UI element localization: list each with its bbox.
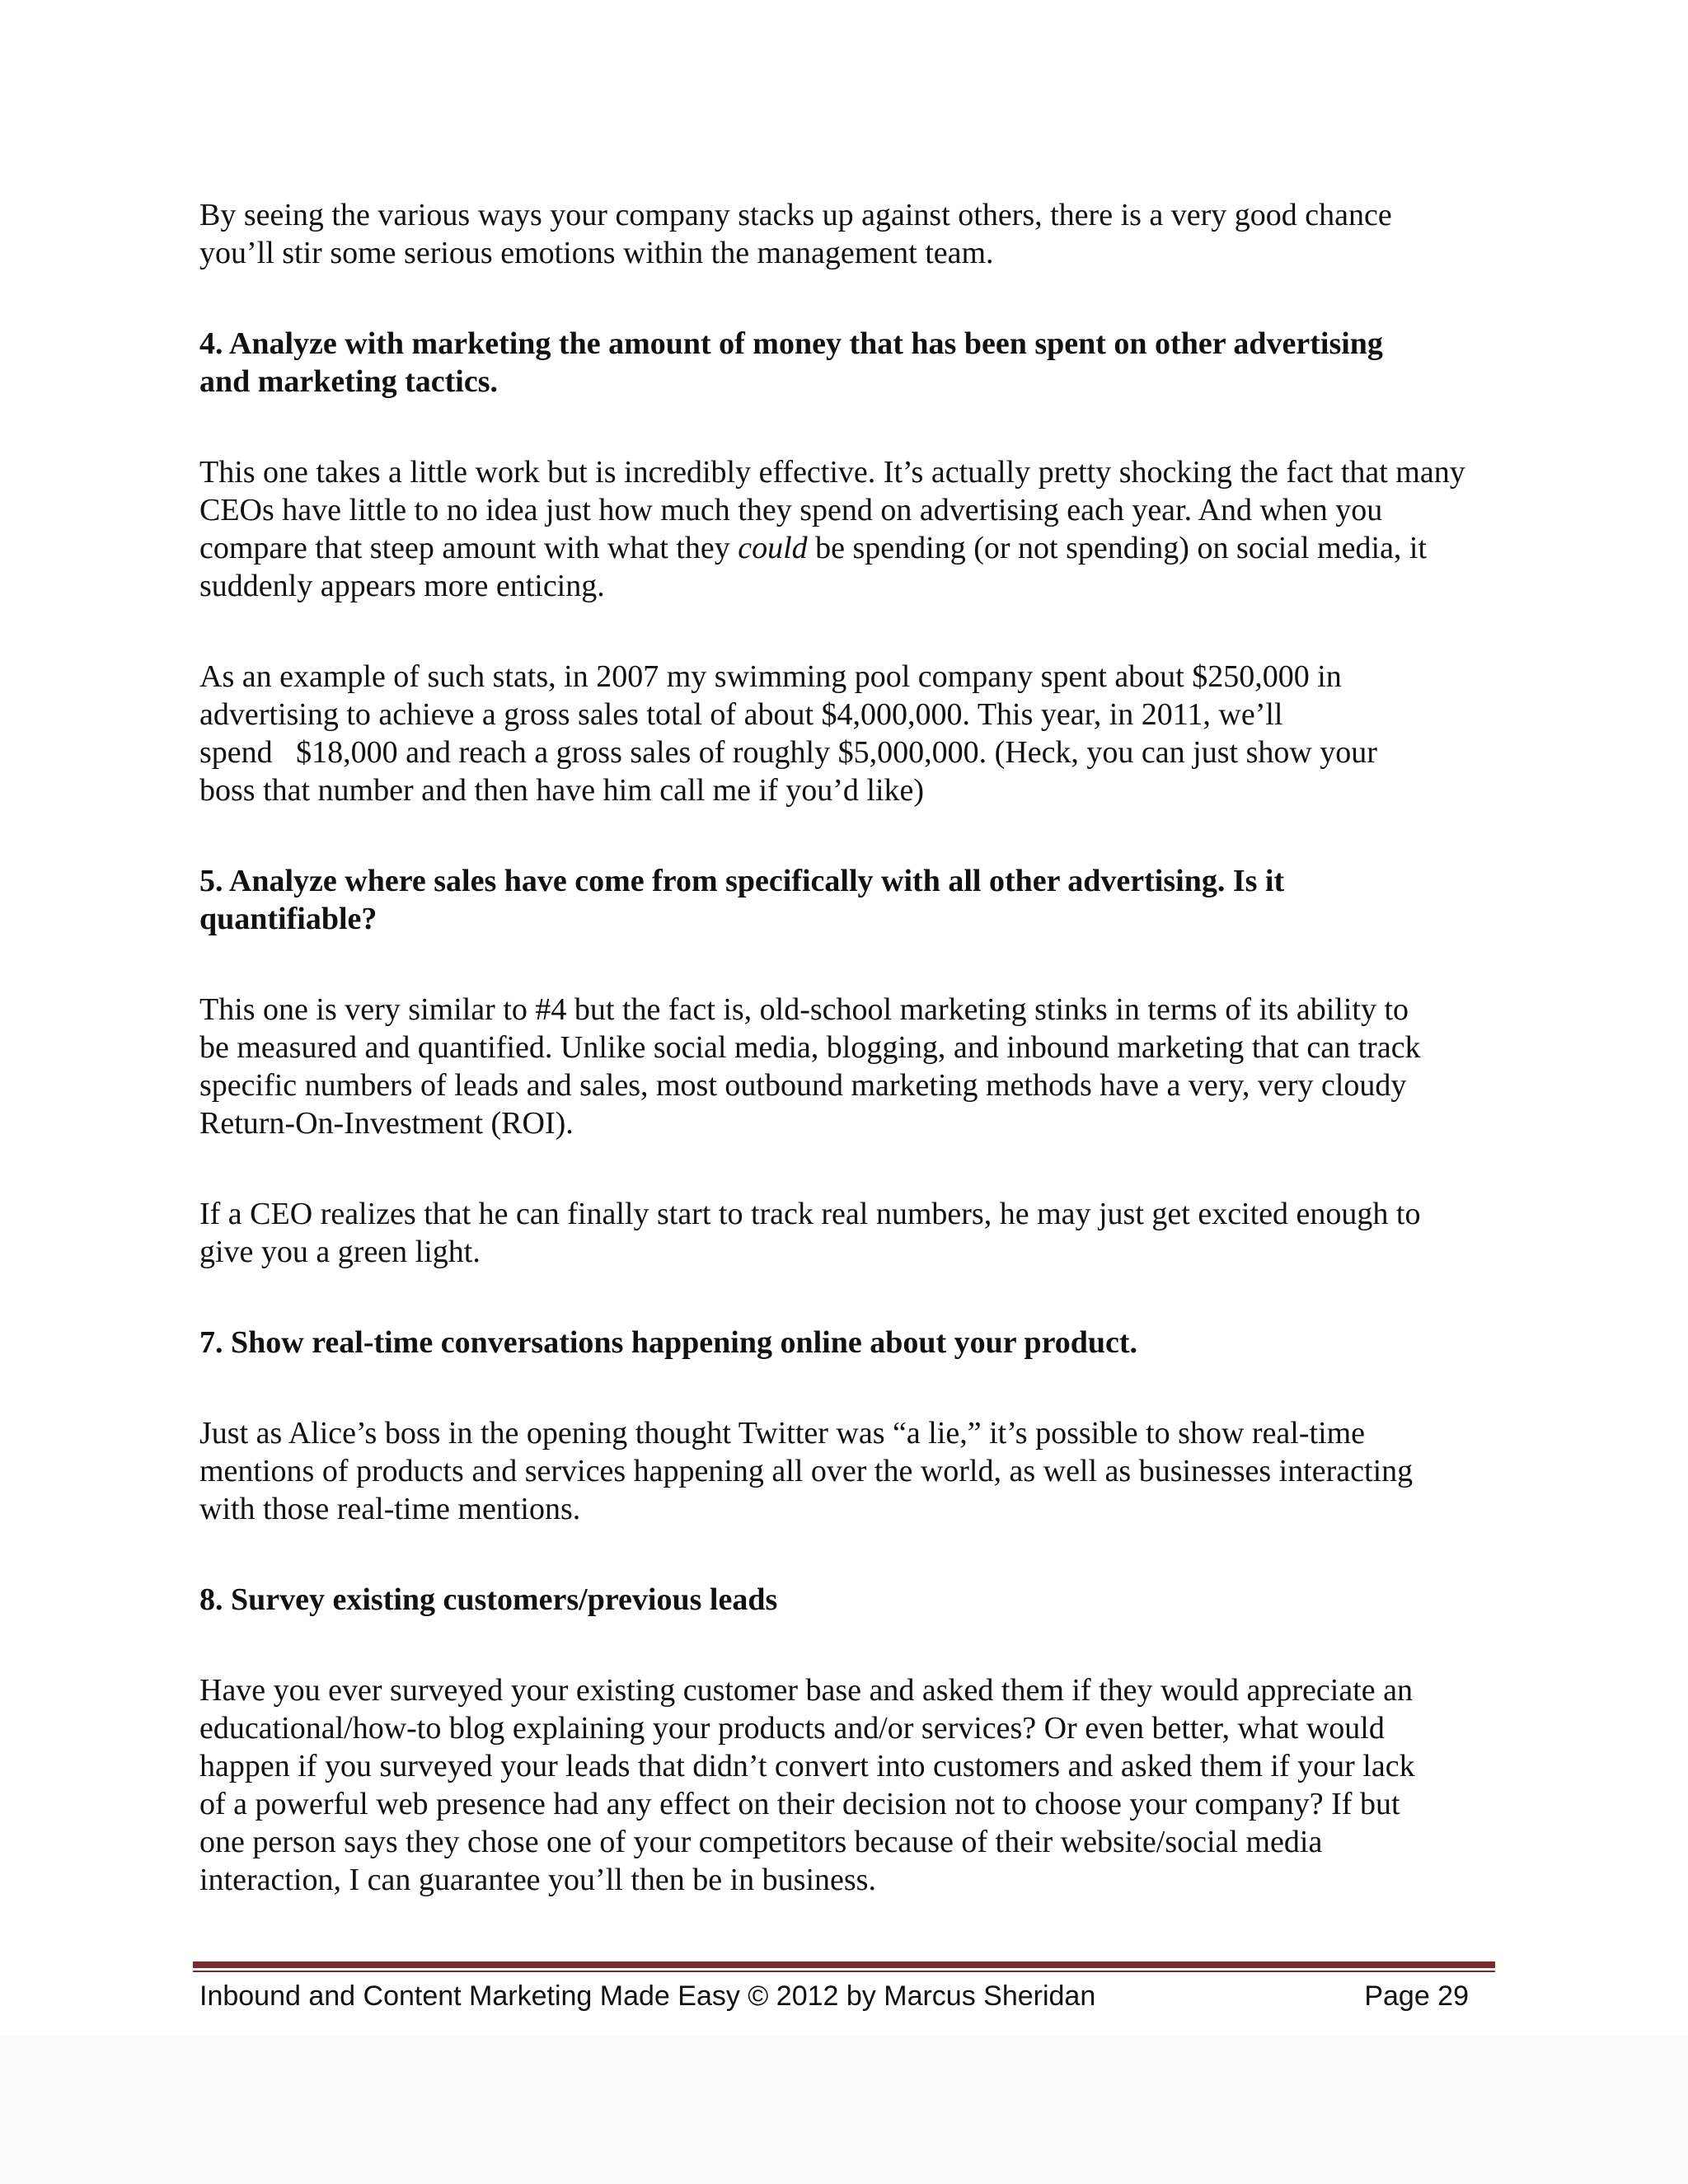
text-line: Just as Alice’s boss in the opening thought Twitter was “a lie,” it’s possible to show real-time [199,1416,1366,1451]
text-line: By seeing the various ways your company stacks up against others, there is a very good chance [199,198,1392,232]
text-line: and marketing tactics. [199,364,499,399]
text-line: interaction, I can guarantee you’ll then be in business. [199,1863,876,1897]
text-line: Have you ever surveyed your existing customer base and asked them if they would appreciate an [199,1673,1413,1708]
text-line: specific numbers of leads and sales, most outbound marketing methods have a very, very cloudy [199,1068,1407,1103]
text-line: give you a green light. [199,1235,481,1269]
text-line: 7. Show real-time conversations happening online about your product. [199,1325,1138,1360]
text-line: happen if you surveyed your leads that didn’t convert into customers and asked them if your lack [199,1749,1415,1783]
text-line: If a CEO realizes that he can finally start to track real numbers, he may just get excited enough to [199,1197,1421,1231]
text-line: 8. Survey existing customers/previous leads [199,1582,778,1617]
footer-divider-thick [193,1961,1495,1968]
text-line: of a powerful web presence had any effect on their decision not to choose your company? If but [199,1787,1400,1821]
text-line: with those real-time mentions. [199,1492,581,1526]
text-line: be measured and quantified. Unlike social media, blogging, and inbound marketing that can track [199,1030,1421,1065]
section-4-heading [199,325,1502,401]
text-line: Return-On-Investment (ROI). [199,1106,574,1141]
page-body [199,196,1502,1952]
footer-title: Inbound and Content Marketing Made Easy © 2012 by Marcus Sheridan [199,1980,1096,2012]
text-run: be spending (or not spending) on social media, it suddenly appears more enticing. [199,531,1428,603]
section-5-paragraph-2 [199,1195,1502,1271]
section-4-paragraph-1 [199,453,1493,605]
text-line: advertising to achieve a gross sales total of about $4,000,000. This year, in 2011, we’ll [199,697,1283,732]
section-5-heading [199,862,1502,938]
footer-divider-thin [193,1971,1495,1972]
text-line: 4. Analyze with marketing the amount of money that has been spent on other advertising [199,326,1383,361]
footer-divider [193,1961,1495,1972]
text-line: This one is very similar to #4 but the fact is, old-school marketing stinks in terms of its ability to [199,992,1409,1027]
section-5-paragraph-1 [199,991,1502,1142]
intro-paragraph [199,196,1502,272]
text-line: one person says they chose one of your competitors because of their website/social media [199,1825,1323,1859]
text-line: educational/how-to blog explaining your products and/or services? Or even better, what would [199,1711,1385,1746]
text-run: This one takes a little work but is incredibly effective. It’s actually pretty shocking the fact that many CEOs have little to no idea just how much they spend on advertising each year. And when you compare that steep amount with what they [199,455,1465,565]
text-line: quantifiable? [199,902,377,936]
text-line: you’ll stir some serious emotions within the management team. [199,236,994,270]
section-8-paragraph [199,1671,1502,1899]
text-line: As an example of such stats, in 2007 my swimming pool company spent about $250,000 in [199,659,1342,694]
page-number: Page 29 [1364,1980,1469,2012]
page-bottom-margin [0,2036,1688,2184]
section-7-heading [199,1324,1502,1361]
section-4-paragraph-2 [199,658,1502,809]
text-line: 5. Analyze where sales have come from specifically with all other advertising. Is it [199,864,1285,898]
text-line: spend $18,000 and reach a gross sales of roughly $5,000,000. (Heck, you can just show your [199,735,1377,770]
section-7-paragraph [199,1414,1502,1528]
italic-word: could [738,531,808,565]
text-line: boss that number and then have him call me if you’d like) [199,773,925,808]
section-8-heading [199,1581,1502,1619]
text-line: mentions of products and services happening all over the world, as well as businesses interacting [199,1454,1414,1488]
